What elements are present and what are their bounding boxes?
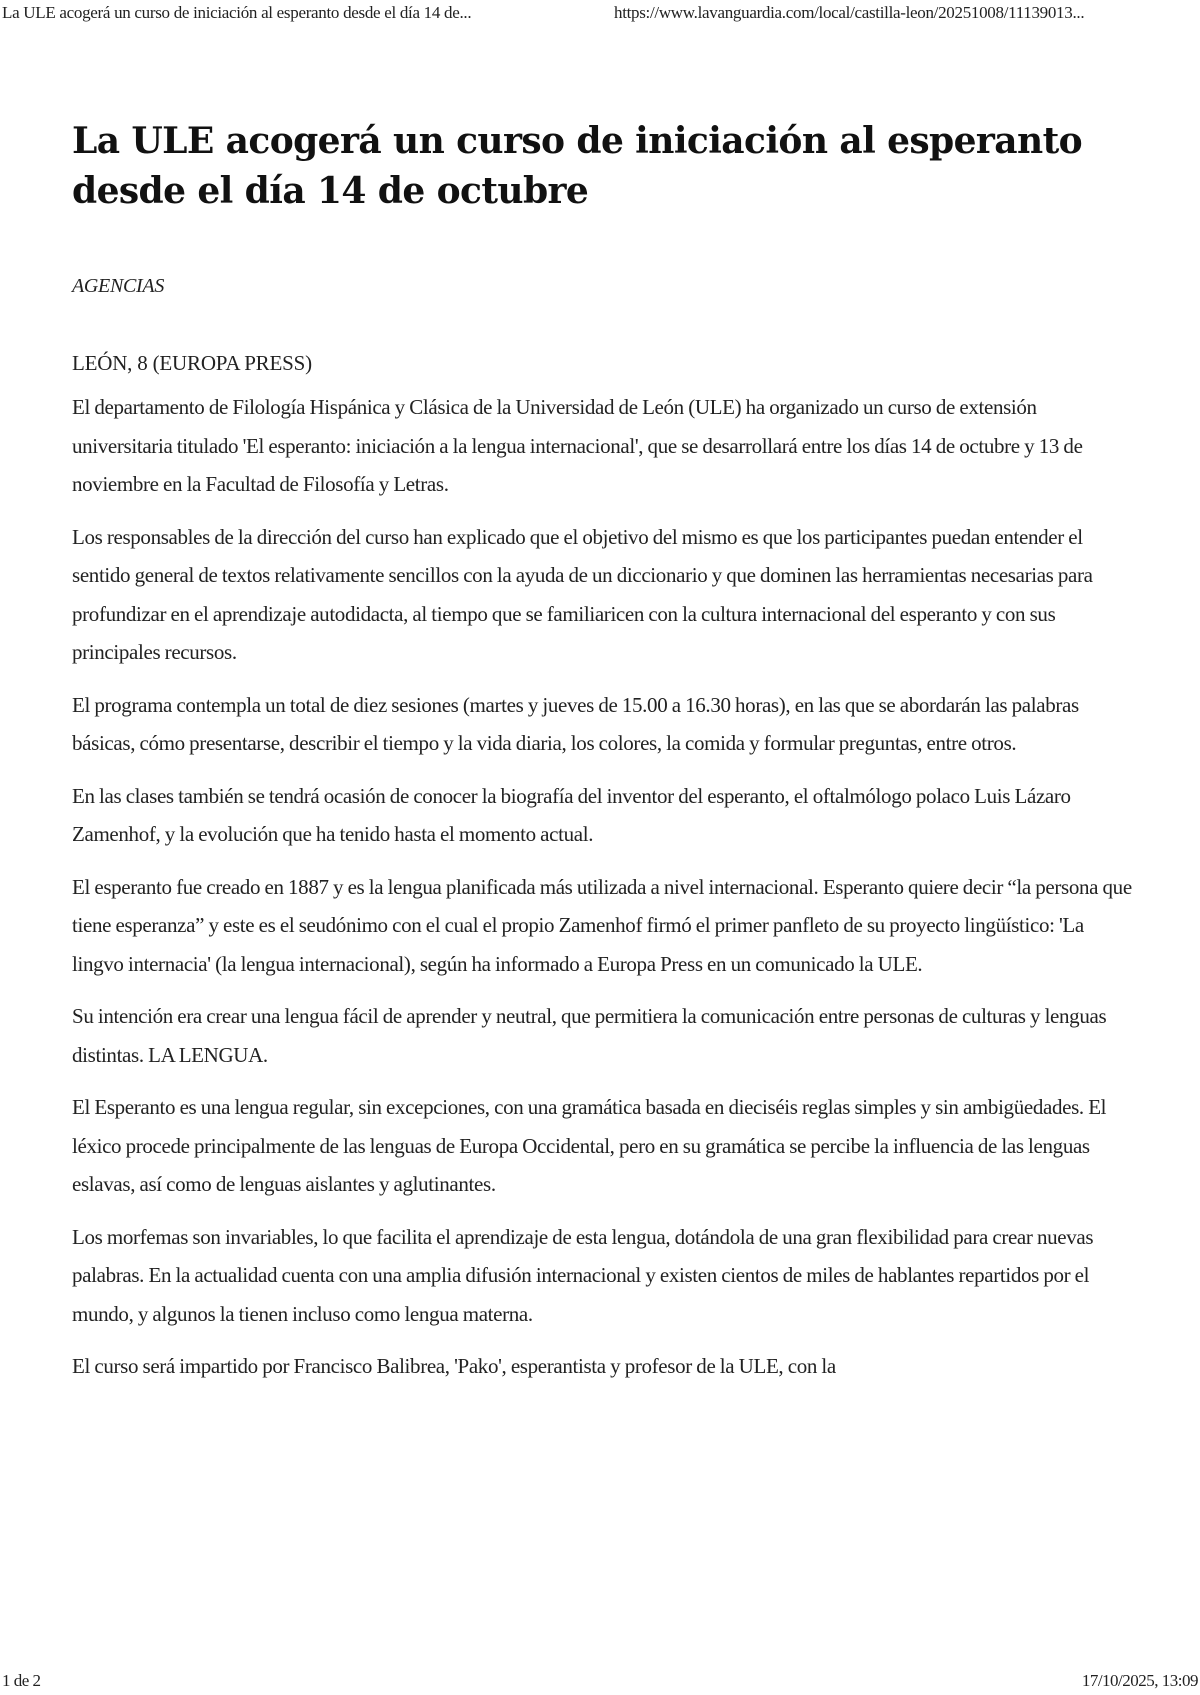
article-paragraph: Su intención era crear una lengua fácil de aprender y neutral, que permitiera la comunicación entre personas de culturas y lenguas distintas. LA LENGUA. [72,1004,1107,1067]
header-page-title: La ULE acogerá un curso de iniciación al esperanto desde el día 14 de... [2,3,472,22]
article [72,116,1132,1386]
page-indicator: 1 de 2 [2,1671,41,1690]
article-paragraph: Los responsables de la dirección del curso han explicado que el objetivo del mismo es que los participantes puedan entender el sentido general de textos relativamente sencillos con la ayuda de un diccionario y que dominen las herramientas necesarias para profundizar en el aprendizaje autodidacta, al tiempo que se familiaricen con la cultura internacional del esperanto y con sus principales recursos. [72,524,1093,664]
printed-datetime: 17/10/2025, 13:09 [1081,1671,1198,1690]
article-paragraph: En las clases también se tendrá ocasión de conocer la biografía del inventor del esperanto, el oftalmólogo polaco Luis Lázaro Zamenhof, y la evolución que ha tenido hasta el momento actual. [72,783,1071,846]
article-paragraph: El curso será impartido por Francisco Balibrea, 'Pako', esperantista y profesor de la ULE, con la [72,1354,836,1378]
article-dateline: LEÓN, 8 (EUROPA PRESS) [72,351,312,375]
print-footer [0,1671,1200,1693]
article-paragraph: El Esperanto es una lengua regular, sin excepciones, con una gramática basada en dieciséis reglas simples y sin ambigüedades. El léxico procede principalmente de las lenguas de Europa Occidental, pero en su gramática se percibe la influencia de las lenguas eslavas, así como de lenguas aislantes y aglutinantes. [72,1095,1107,1196]
print-header [0,0,1200,30]
article-byline: AGENCIAS [72,275,165,297]
article-paragraph: El departamento de Filología Hispánica y Clásica de la Universidad de León (ULE) ha organizado un curso de extensión universitaria titulado 'El esperanto: iniciación a la lengua internacional', que se desarrollará entre los días 14 de octubre y 13 de noviembre en la Facultad de Filosofía y Letras. [72,395,1083,496]
header-url: https://www.lavanguardia.com/local/castilla-leon/20251008/11139013... [614,3,1085,22]
article-paragraph: Los morfemas son invariables, lo que facilita el aprendizaje de esta lengua, dotándola de una gran flexibilidad para crear nuevas palabras. En la actualidad cuenta con una amplia difusión internacional y existen cientos de miles de hablantes repartidos por el mundo, y algunos la tienen incluso como lengua materna. [72,1224,1094,1326]
article-paragraph: El programa contempla un total de diez sesiones (martes y jueves de 15.00 a 16.30 horas), en las que se abordarán las palabras básicas, cómo presentarse, describir el tiempo y la vida diaria, los colores, la comida y formular preguntas, entre otros. [72,692,1079,755]
article-paragraph: El esperanto fue creado en 1887 y es la lengua planificada más utilizada a nivel internacional. Esperanto quiere decir “la persona que tiene esperanza” y este es el seudónimo con el cual el propio Zamenhof firmó el primer panfleto de su proyecto lingüístico: 'La lingvo internacia' (la lengua internacional), según ha informado a Europa Press en un comunicado la ULE. [72,874,1132,976]
article-title: La ULE acogerá un curso de iniciación al esperanto desde el día 14 de octubre [72,120,1083,212]
